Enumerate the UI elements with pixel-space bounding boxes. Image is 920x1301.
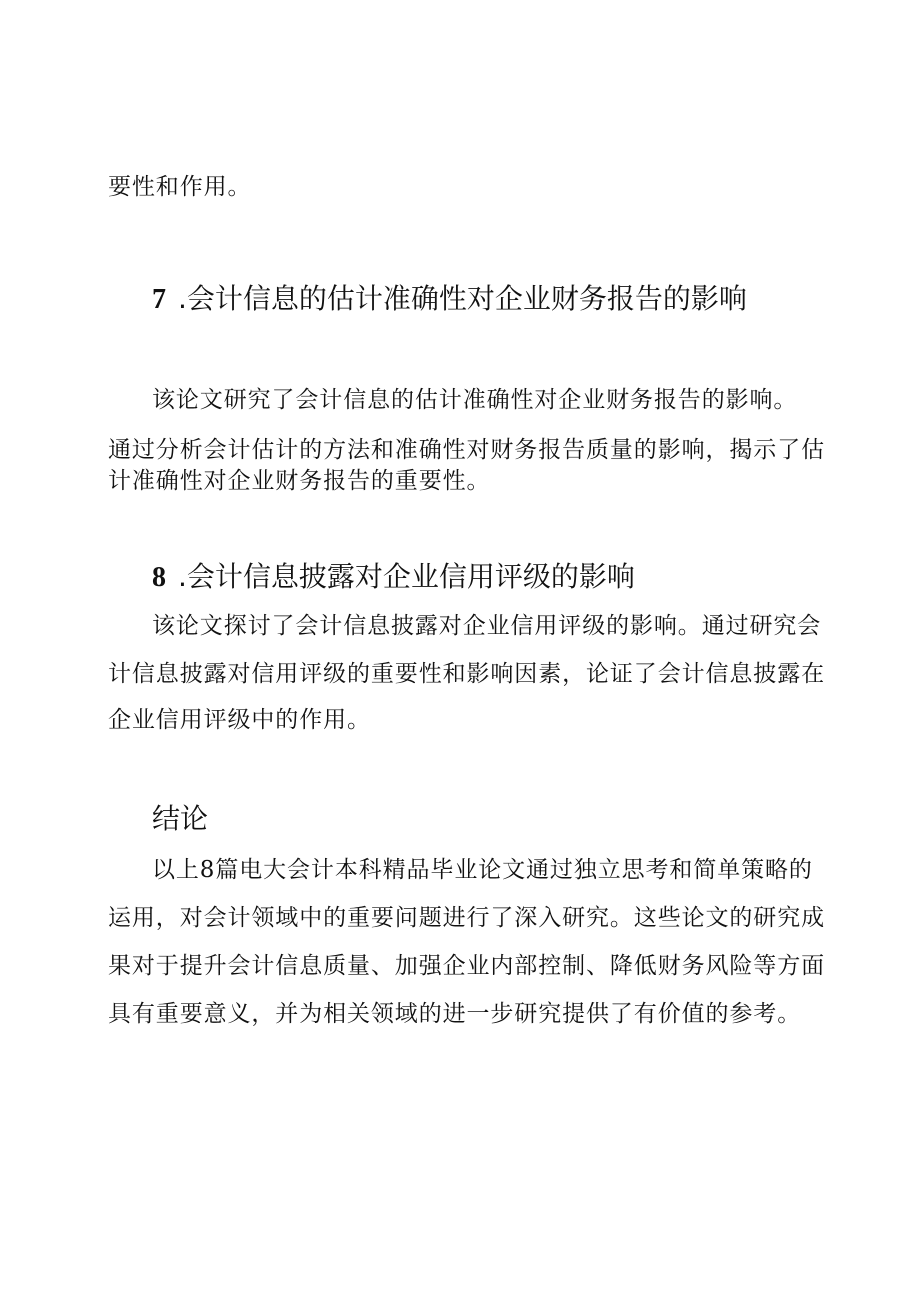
conclusion-paragraph-line-2: 运用，对会计领域中的重要问题进行了深入研究。这些论文的研究成 [108, 905, 825, 931]
section-8-paragraph-line-1: 该论文探讨了会计信息披露对企业信用评级的影响。通过研究会 [152, 613, 822, 639]
section-8-paragraph-line-2: 计信息披露对信用评级的重要性和影响因素，论证了会计信息披露在 [108, 661, 825, 687]
section-7-paragraph-line-2: 通过分析会计估计的方法和准确性对财务报告质量的影响，揭示了估 [108, 437, 825, 463]
carryover-text-line: 要性和作用。 [108, 174, 252, 200]
conclusion-paragraph-line-4: 具有重要意义，并为相关领域的进一步研究提供了有价值的参考。 [108, 1001, 802, 1027]
section-7-number: 7 [152, 284, 166, 315]
section-8-title: .会计信息披露对企业信用评级的影响 [178, 560, 635, 593]
section-8-heading [152, 559, 635, 596]
section-7-paragraph-line-3: 计准确性对企业财务报告的重要性。 [108, 468, 491, 494]
conclusion-heading: 结论 [152, 802, 209, 835]
section-7-heading [152, 281, 747, 318]
section-8-paragraph-line-3: 企业信用评级中的作用。 [108, 707, 371, 733]
section-7-title: .会计信息的估计准确性对企业财务报告的影响 [178, 282, 747, 315]
conclusion-paragraph-line-3: 果对于提升会计信息质量、加强企业内部控制、降低财务风险等方面 [108, 953, 825, 979]
conclusion-paragraph-line-1: 以上8篇电大会计本科精品毕业论文通过独立思考和简单策略的 [152, 857, 813, 883]
section-7-paragraph-line-1: 该论文研究了会计信息的估计准确性对企业财务报告的影响。 [152, 387, 798, 413]
section-8-number: 8 [152, 562, 166, 593]
